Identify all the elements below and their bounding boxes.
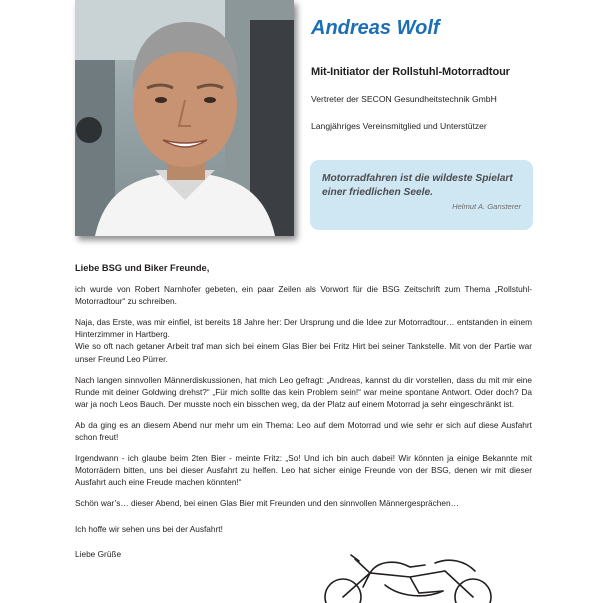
letter-paragraph: Nach langen sinnvollen Männerdiskussionen, hat mich Leo gefragt: „Andreas, kannst du dir vorstellen, dass du mit mir eine Runde mit deiner Goldwing drehst?“ „Für mich sollte das kein Problem sein!“ war meine spontane Antwort. Oder doch? Da war ja noch Leos Bauch. Der musste noch ein bisschen weg, da der Platz auf einem Motorrad ja sehr eingeschränkt ist. [75,374,532,409]
author-affiliation: Vertreter der SECON Gesundheitstechnik GmbH [311,94,497,104]
motorcycle-icon [315,553,505,603]
letter-body [75,262,532,569]
letter-paragraph: Ab da ging es an diesem Abend nur mehr um ein Thema: Leo auf dem Motorrad und wie sehr er sich auf diese Ausfahrt schon freut! [75,419,532,443]
letter-paragraph: ich wurde von Robert Narnhofer gebeten, ein paar Zeilen als Vorwort für die BSG Zeitschrift zum Thema „Rollstuhl-Motorradtour“ zu schreiben. [75,284,532,307]
quote-text: Motorradfahren ist die wildeste Spielart einer friedlichen Seele. [322,173,513,198]
author-membership: Langjähriges Vereinsmitglied und Unterstützer [311,121,487,131]
author-name: Andreas Wolf [311,17,440,39]
letter-paragraph: Ich hoffe wir sehen uns bei der Ausfahrt! [75,523,223,534]
letter-closing: Liebe Grüße [75,548,122,559]
letter-greeting: Liebe BSG und Biker Freunde, [75,263,210,273]
author-role: Mit-Initiator der Rollstuhl-Motorradtour [311,66,510,78]
letter-paragraph: Wie so oft nach getaner Arbeit traf man sich bei einem Glas Bier bei Fritz Hirt bei seiner Tankstelle. Mit von der Partie war unser Freund Leo Pürrer. [75,341,532,364]
quote-box [310,160,533,230]
letter-paragraph: Schön war’s… dieser Abend, bei einen Glas Bier mit Freunden und den sinnvollen Männergesprächen… [75,498,459,509]
letter-paragraph: Naja, das Erste, was mir einfiel, ist bereits 18 Jahre her: Der Ursprung und die Idee zur Motorradtour… entstanden in einem Hinterzimmer in Hartberg. [75,317,532,340]
letter-paragraph: Irgendwann - ich glaube beim 2ten Bier - meinte Fritz: „So! Und ich bin auch dabei! Wir könnten ja einige Bekannte mit Motorrädern bitten, uns bei dieser Ausfahrt zu helfen. Leo hat sicher einige Freunde von der BSG, denen wir mit dieser Ausfahrt auch eine Freude machen könnten!“ [75,453,532,488]
portrait-photo [75,0,294,236]
quote-author: Helmut A. Gansterer [452,202,521,211]
